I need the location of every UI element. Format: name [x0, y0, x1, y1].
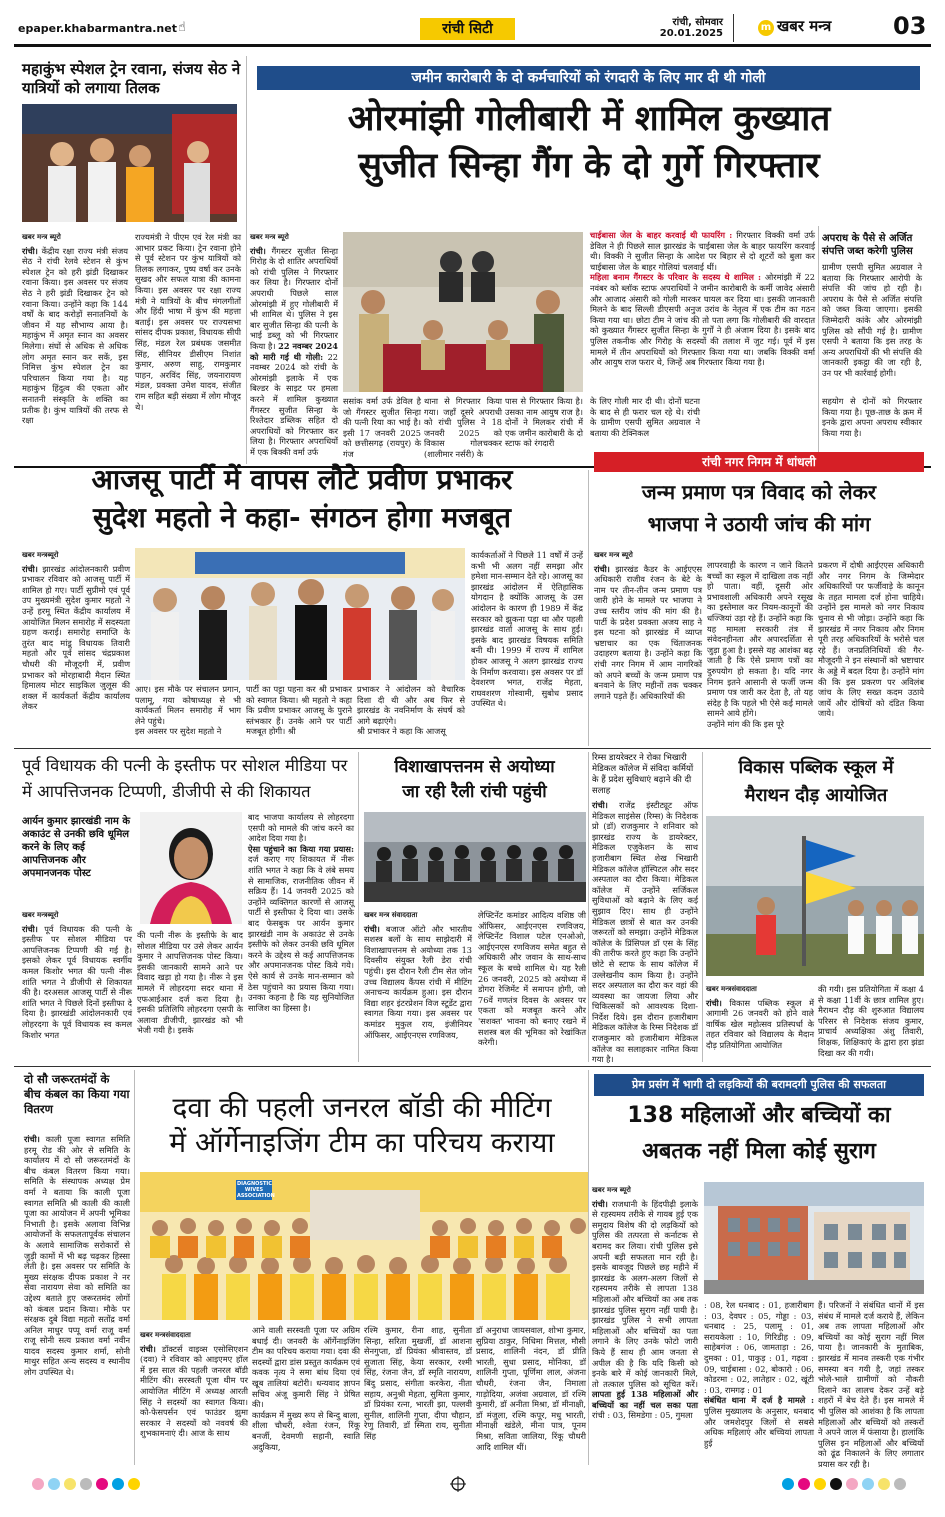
story8-col2 [818, 984, 924, 1062]
dateline-city: रांची, सोमवार [672, 17, 723, 28]
story6-text1: बजाज ऑटो और भारतीय सशस्त्र बलों के साथ साझेदारी में विशाखापत्तनम से अयोध्या तक 13 दिवसीय संयुक्त रैली डेरा रांची पहुंची। इस दौरान रैली टीम सेत जोन उच्च विद्यालय कैंपस रांची में मीटिंग अनाचन्य कार्यक्रम हुआ। इस दौरान विद्या शहर इंटरप्रेशन विज स्टूडेंट द्वारा स्वागत किया गया। इस अवसर पर कमांडर मुकुल राय, इंजीनियर ऑफिसर, आईएनएस रणविजय, [364, 923, 472, 1040]
story11-headline-line2: अबतक नहीं मिला कोई सुराग [642, 1139, 876, 1164]
story6-byline: खबर मन्त्र संवाददाता [364, 911, 418, 919]
story10-text3: रश्मि कुमार, रीना शाह, सुनीता सिन्हा, सरिता मुखर्जी, डॉ आशना सेनगुप्ता, डॉ प्रियंका श्रीवास्तव, डॉ सुजाता सिंह, केया सरकार, रश्मी सिंह, रंजना जैन, डॉ स्मृति नारायण, बिंदु प्रसाद, संगीता करकेरा, नीता सहाय, अनुश्री मेहता, सुमिता कुमार, डॉ प्रियंका रत्ना, भारती झा, पल्लवी सुनील, शालिनी गुप्ता, दीपा चौहान, रेणु तिवारी, डॉ स्मिता राय, सुनीता सिंह [364, 1325, 472, 1441]
story3-text3: पार्टी का पट्टा पहना कर श्री प्रभाकर को स्वागत किया। श्री महतो ने कहा कि प्रवीण प्रभाकर आजसू के पुराने स्तंभकार हैं। उनके आने पर पार्टी मजबूत होगी। श्री [246, 684, 352, 737]
story2-col2 [343, 396, 421, 464]
story7-col1 [592, 800, 698, 1065]
brand-name: खबर मन्त्र [777, 17, 832, 35]
story1-col1 [22, 232, 128, 464]
story2-box1-text: गिरफ्तार विक्की वर्मा उर्फ डेविल ने ही पिछले साल झारखंड के चाईबासा जेल के बाहर फायरिंग करवाई थी। विक्की ने सुजीत सिन्हा के आदेश पर बिहार से दो शूटरों को बुला कर चाईबासा जेल के बाहर गोलियां चलवाई थीं। [590, 230, 815, 272]
brand-m-icon: m [758, 20, 774, 36]
story1-headline: महाकुंभ स्पेशल ट्रेन रवाना, संजय सेठ ने यात्रियों को लगाया तिलक [22, 60, 241, 97]
story6-headline-line2: जा रही रैली रांची पहुंची [402, 782, 547, 802]
story3-headline-line1: आजसू पार्टी में वापस लौटे प्रवीण प्रभाकर [91, 463, 513, 496]
story2-subhead: 22 नवम्बर 2024 को मारी गई थी गोली: [250, 340, 338, 362]
website-url: epaper.khabarmantra.net [18, 22, 177, 35]
cursor-icon: ☝ [178, 20, 186, 35]
story3-text2b: इस अवसर पर सुदेश महतो ने [135, 726, 222, 737]
story2-text4: पास से गिरफ्तार किया है। उसका नाम आयुष राज है। दोनों ने मिलकर रांची में एक जमीन कारोबारी के दो स्टाफ को रंगदारी [505, 396, 583, 449]
page-number: 03 [893, 12, 927, 40]
column-rule [588, 470, 589, 746]
story2-text6: सहयोग से दोनों को गिरफ्तार किया गया है। पूछ-ताछ के क्रम में इनके द्वारा अपना अपराध स्वीकार किया गया है। [822, 396, 922, 438]
column-rule [818, 226, 819, 464]
story2-text5: के लिए गोली मार दी थी। दोनों घटना के बाद से ही फरार चल रहे थे। रांची के ग्रामीण एसपी सुमित अग्रवाल ने बताया की टेक्निकल [590, 396, 700, 438]
story2-side-headline: अपराध के पैसे से अर्जित संपत्ति जब्त करेगी पुलिस [822, 233, 913, 257]
story1-text2: राज्यमंत्री ने पीएम एवं रेल मंत्री का आभार प्रकट किया। ट्रेन रवाना होने से पूर्व स्टेशन पर कुंभ यात्रियों को तिलक लगाकर, पुष्प वर्षा कर उनके सुखद और सफल यात्रा की कामना किया। इस अवसर पर रक्षा राज्य मंत्री ने यात्रियों के बीच मंगलगीतों और हिंदी भाषा में कुंभ की महत्ता बताई। इस अवसर पर राज्यसभा सांसद दीपक प्रकाश, विधायक सीपी सिंह, मंडल रेल प्रबंधक जसमीत सिंह, सीनियर डीसीएम निशांत कुमार, अरुण साहू, रामकुमार पाहन, अरविंद सिंह, जयनारायण मंडल, प्रवक्ता उमेश यादव, संजीत राम सहित बड़ी संख्या में लोग मौजूद थे। [135, 232, 241, 412]
story3-col4 [357, 684, 465, 745]
story8-byline: खबर मन्त्रसंवाददाता [706, 985, 757, 993]
story10-lead: रांची। [140, 1343, 156, 1354]
story10-col1 [140, 1330, 248, 1465]
story1-byline: खबर मन्त्र ब्यूरो [22, 233, 61, 241]
story4-text2b: उन्होंने मांग की कि इस पूरे [707, 718, 784, 729]
story4-text2: लापरवाही के कारण न जाने कितने बच्चों का स्कूल में दाखिला तक नहीं हो पाता। वहीं, दूसरी ओर प्रभावशाली अधिकारी अपने रसूख का इस्तेमाल कर नियम-कानूनों की धज्जियां उड़ा रहे हैं। उन्होंने कहा कि यह मामला सरकारी तंत्र में संवेदनहीनता और अपारदर्शिता से जुड़ा हुआ है। इससे यह आशंका बढ़ जाती है कि ऐसे प्रमाण पत्रों का दुरुपयोग हो सकता है। यदि नगर निगम इतने आसानी से फर्जी जन्म प्रमाण पत्र जारी कर देता है, तो यह संदेह है कि पहले भी ऐसे कई मामले सामने आये होंगे। [707, 560, 813, 719]
story11-col3 [818, 1300, 924, 1469]
column-rule [246, 56, 247, 464]
story11-col2 [704, 1300, 814, 1465]
story4-col3 [818, 560, 924, 745]
story8-photo [706, 816, 924, 976]
story5-pullquote: आर्यन कुमार झारखंडी नाम के अकाउंट से उनकी छवि धूमिल करने के लिए कई आपत्तिजनक और अपमानजनक पोस्ट [22, 816, 130, 879]
story11-col1 [592, 1185, 698, 1465]
story3-text5: कार्यकर्ताओं ने पिछले 11 वर्षों में उन्हें कभी भी अलग नहीं समझा और हमेशा मान-सम्मान देते रहे। आजसू का झारखंड आंदोलन में ऐतिहासिक योगदान है क्योंकि आजसू के उस आंदोलन के कारण ही 1989 में केंद्र सरकार को झुकना पड़ा था और पहली झारखंड वार्ता आजसू के साथ हुई। इसके बाद झारखंड विषयक समिति बनी थी। 1999 में राज्य में शामिल होकर आजसू ने अलग झारखंड राज्य के निर्माण करवाया। इस अवसर पर डॉ देवशरण भगत, राजेंद्र मेहता, राघवशरण गोस्वामी, सुबोध प्रसाद उपस्थित थे। [471, 550, 584, 709]
story4-headline-line2: भाजपा ने उठायी जांच की मांग [647, 512, 871, 536]
story2-text3: थाना से गिरफ्तार किया गया। जहाँ दूसरे अपराधी को रांची पुलिस ने 18 जनवरी 2025 को विकास गोलचक्कर (शालीमार नर्सरी) के [424, 396, 502, 459]
story2-photo [343, 232, 583, 392]
story5-text2: की पत्नी नीरू के इस्तीफे के बाद सोशल मीडिया पर उसे लेकर आर्यन कुमार ने आपत्तिजनक पोस्ट किया। इसकी जानकारी सामने आने पर विवाद खड़ा हो गया है। नीरू ने इस मामले में लोहरदगा सदर थाना में एफआईआर दर्ज करा दिया है। इसकी प्रतिलिपि लोहरदगा एसपी के अलावा डीजीपी, झारखंड को भी भेजी गयी है। इसके [137, 930, 243, 1036]
story11-byline: खबर मन्त्र ब्यूरो [592, 1186, 631, 1194]
story4-banner: रांची नगर निगम में धांधली [594, 452, 924, 472]
story8-col1 [706, 984, 814, 1062]
story3-col2 [135, 684, 241, 745]
column-rule [588, 1070, 589, 1465]
section-rule [14, 748, 931, 749]
story7-text1: राजेंद्र इंस्टीट्यूट ऑफ मेडिकल साइंसेस (रिम्स) के निदेशक प्रो (डॉ) राजकुमार ने शनिवार को झारखंड राज्य के डायरेक्टर, मेडिकल एजुकेशन के साथ हजारीबाग स्थित शेख भिखारी मेडिकल कॉलेज हॉस्पिटल और सदर अस्पताल का दौरा किया। मेडिकल कॉलेज में उन्होंने सर्जिकल सुविधाओं को बढ़ाने के लिए कई सुझाव दिए। साथ ही उन्होंने मेडिकल छात्रों से बात कर उनकी जरूरतों को समझा। उन्होंने मेडिकल कॉलेज के प्रिंसिपल डॉ एस के सिंह की तारीफ करते हुए कहा कि उन्होंने छोटे से स्टाफ के साथ कॉलेज में उल्लेखनीय काम किया है। उन्होंने सदर अस्पताल का दौरा कर वहां की व्यवस्था का जायजा लिया और चिकित्सकों को आवश्यक दिशा-निर्देश दिये। इस दौरान हजारीबाग मेडिकल कॉलेज के रिम्स निदेशक डॉ राजकुमार को हजारीबाग मेडिकल कॉलेज का सलाहकार नामित किया गया है। [592, 800, 698, 1065]
story11-text1b: रांची : 03, सिमडेगा : 05, गुमला [592, 1410, 693, 1421]
story2-byline: खबर मन्त्र ब्यूरो [250, 233, 289, 241]
story3-col1 [22, 550, 130, 745]
story6-text2: लेफ्टिनेंट कमांडर आदित्य वशिष्ठ जी ऑफिसर, आईएनएस रणविजय, लेफ्टिनेंट विशाल पटेल एनओओ, आईएनएस रणविजय समेत बहुत से अधिकारी और जवान के साथ-साथ स्कूल के बच्चे शामिल थे। यह रैली 26 जनवरी, 2025 को अयोध्या में डोगरा रेजिमेंट में समापन होगी, जो 76वें गणतंत्र दिवस के अवसर पर एकता को मजबूत करने और 'सशक्त' भावना को बनाए रखने में सशस्त्र बल की भूमिका को रेखांकित करेगी। [478, 910, 586, 1048]
story9-text1: काली पूजा स्वागत समिति हरमू रोड की ओर से समिति के कार्यालय में दो सौ जरूरतमंदों के बीच कंबल वितरण किया गया। समिति के संस्थापक अध्यक्ष प्रेम वर्मा ने बताया कि काली पूजा स्वागत समिति श्री काली की काली पूजा का आयोजन में अपनी भूमिका निभाती है। इसके अलावा विभिन्न आयोजनों के सफलतापूर्वक संचालन के अलावे सामाजिक सरोकारों से जुड़ी कामों में भी बढ़ चढ़कर हिस्सा लेती है। इस अवसर पर समिति के मुख्य संरक्षक दीपक प्रकाश ने नर सेवा नारायण सेवा को समिति का उद्देश्य बताते हुए जरूरतमंद लोगों को कंबल प्रदान किया। मौके पर संरक्षक दुबे विद्या महतो सतोंद्र वर्मा अनिल माधुर पप्पू वर्मा राजू वर्मा राजू सोनी सत्य प्रकाश वर्मा नवीन यादव सदस्य कुमार शर्मा, सोनी माथुर सहित अन्य सदस्य व स्थानीय लोग उपस्थित थे। [24, 1134, 130, 1378]
story8-headline-line2: मैराथन दौड़ आयोजित [744, 785, 888, 806]
story2-side-body: ग्रामीण एसपी सुमित अग्रवाल ने बताया कि गिरफ्तार आरोपी के संपत्ति की जांच हो रही है। अपराध के पैसे से अर्जित संपत्ति को जब्त किया जाएगा। इसकी जिम्मेदारी कांके और ओरमांझी पुलिस को सौंपी गई है। ग्रामीण एसपी ने बताया कि इस तरह के अन्य अपराधियों की भी संपत्ति की जानकारी इकट्ठा की जा रही है, उन पर भी कार्रवाई होगी। [822, 262, 922, 378]
story2-box [590, 230, 815, 390]
story11-text3: हैं। परिजनों ने संबंधित थानों में इस संबंध में मामले दर्ज कराये हैं, लेकिन अब तक लापता महिलाओं और बच्चियों का कोई सुराग नहीं मिल पाया है। जानकारी के मुताबिक, झारखंड में मानव तस्करी एक गंभीर समस्या बन गयी है, जहां तस्कर भोले-भाले ग्रामीणों को नौकरी दिलाने का लालच देकर उन्हें बड़े शहरों में बेच देते हैं। इस मामले में भी पुलिस को आशंका है कि लापता महिलाओं और बच्चियों को तस्करों ने अपने जाल में फंसाया है। हालांकि पुलिस इन महिलाओं और बच्चियों को ढूंढ निकालने के लिए लगातार प्रयास कर रही है। [818, 1300, 924, 1469]
story2-box1-title: चाईबासा जेल के बाहर करवाई थी फायरिंग : [590, 230, 733, 240]
story10-col4 [476, 1325, 586, 1465]
story3-photo [135, 548, 465, 680]
story9-headline: दो सौ जरूरतमंदों के बीच कंबल का किया गया वितरण [24, 1072, 130, 1116]
story3-col5 [471, 550, 583, 745]
story4-lead: रांची। [594, 563, 610, 574]
story10-text2: आने वाली सरस्वती पूजा पर अग्रिम बधाई दी। जनवरी के ऑर्गेनाइजिंग टीम का परिचय कराया गया। दवा की सदस्यों द्वारा डांस प्रस्तुत कार्यक्रम एवं कवक नृत्य ने समा बांध दिया एवं खूब तालियां बटोरी। धन्यवाद ज्ञापन सचिव अंजू कुमारी सिंह ने प्रेषित की। [252, 1325, 360, 1410]
story6-photo [364, 812, 586, 902]
story10-col3 [364, 1325, 472, 1465]
story10-photo-banner: DIAGNOSTIC WIVES ASSOCIATION [237, 1181, 275, 1199]
story8-headline-line1: विकास पब्लिक स्कूल में [738, 757, 894, 778]
story2-kicker: जमीन कारोबारी के दो कर्मचारियों को रंगदारी के लिए मार दी थी गोली [257, 66, 920, 90]
story3-byline: खबर मन्त्रब्यूरो [22, 551, 59, 559]
story5-byline: खबर मन्त्रब्यूरो [22, 911, 59, 919]
column-rule [134, 1070, 135, 1465]
story3-text2: आए। इस मौके पर संचालन प्रगान, पलामू, गया कोषाध्यक्ष से भी कार्यकर्ता मिलन समारोह में भाग लेने पहुंचे। [135, 684, 241, 726]
story4-col1 [594, 550, 702, 745]
story2-col3 [424, 396, 502, 464]
story10-col2 [252, 1325, 360, 1465]
story9-col1 [24, 1134, 130, 1464]
story1-text1: केंद्रीय रक्षा राज्य मंत्री संजय सेठ ने रांची रेलवे स्टेशन से कुंभ स्पेशल ट्रेन को हरी झंडी दिखाकर रवाना किया। इस अवसर पर संजय सेठ ने हरी झंडी दिखाकर ट्रेन को रवाना किया। उन्होंने कहा कि 144 वर्षों के बाद करोड़ों सनातनियों के जीवन में यह सौभाग्य आया है। महाकुंभ में अमृत स्नान का अवसर मिलेगा। संघों से अधिक से अधिक लोग अमृत स्नान कर सकें, इस निमित्त कुंभ स्पेशल ट्रेन का परिचालन किया गया है। यह महाकुंभ हिंदुत्व की एकता और सनातनी संस्कृति के शक्ति का प्रतीक है। कुंभ यात्रियों की तरफ से रक्षा [22, 245, 128, 426]
story10-headline-line2: में ऑर्गेनाइजिंग टीम का परिचय कराया [169, 1126, 555, 1159]
story8-lead: रांची। [706, 997, 722, 1008]
story2-text1c: 22 नवम्बर 2024 को रांची के ओरमांझी इलाके में एक बिल्डर के साइट पर हमला करने में शामिल कुख्यात गैंगस्टर सुजीत सिन्हा के रिश्तेदार डब्लिक सहित दो अपराधियों को गिरफ्तार कर लिया है। गिरफ्तार अपराधियों में एक बिक्की वर्मा उर्फ [250, 351, 338, 457]
story10-text2b: कार्यक्रम में मुख्य रूप से बिन्दु बाला, शीला चौधरी, श्वेता रंजन, रिंकू बनर्जी, देवमणी सहानी, स्वाति अदुकिया, [252, 1409, 360, 1452]
story5-col3 [248, 812, 354, 1060]
story11-subhead1: लापता हुई 138 महिलाओं और बच्चियों का नहीं चल सका पता [592, 1389, 698, 1410]
story4-text1: झारखंड कैडर के आईएएस अधिकारी राजीव रंजन के बेटे के नाम पर तीन-तीन जन्म प्रमाण पत्र जारी होने के मामले पर भाजपा ने उच्च स्तरीय जांच की मांग की है। पार्टी के प्रदेश प्रवक्ता अजय साह ने इस घटना को झारखंड में व्याप्त भ्रष्टाचार का एक चिंताजनक उदाहरण बताया है। उन्होंने कहा कि रांची नगर निगम में आम नागरिकों को अपने बच्चों के जन्म प्रमाण पत्र बनवाने के लिए महीनों तक चक्कर लगाने पड़ते हैं। अधिकारियों की [594, 563, 702, 701]
story6-headline-line1: विशाखापत्तनम से अयोध्या [394, 757, 555, 777]
story5-col2 [137, 930, 243, 1060]
story2-lead: रांची। [250, 245, 266, 256]
story4-col2 [707, 560, 813, 745]
story3-text4b: श्री प्रभाकर ने कहा कि आजसू [357, 726, 446, 737]
story11-kicker: प्रेम प्रसंग में भागी दो लड़कियों की बरामदगी पुलिस की सफलता [594, 1074, 924, 1096]
story2-side-text [822, 262, 922, 378]
story2-text1: गैंगस्टर सुजीत सिन्हा गिरोह के दो शातिर अपराधियों को रांची पुलिस ने गिरफ्तार कर लिया है। गिरफ्तार दोनों अपराधी पिछले साल ओरमांझी में हुए गोलीबारी में भी शामिल थे। पुलिस ने इस बार सुजीत सिन्हा की पत्नी के भाई डब्लू को भी गिरफ्तार किया है। [250, 245, 338, 351]
story11-text1: राजधानी के हिंदपीढ़ी इलाके से रहस्यमय तरीके से गायब हुई एक समुदाय विशेष की दो लड़कियों को पुलिस की तत्परता से कर्नाटक से बरामद कर लिया। रांची पुलिस इसे अपनी बड़ी सफलता मान रही है। इसके बावजूद पिछले छह महीने में झारखंड के अलग-अलग जिलों से रहस्यमय तरीके से लापता 138 महिलाओं और बच्चियों का अब तक झारखंड पुलिस सुराग नहीं पायी है। झारखंड पुलिस ने सभी लापता महिलाओं और बच्चियों का पता लगाने के लिए उनके फोटो जारी किये हैं साथ ही आम जनता से अपील की है कि यदि किसी को इनके बारे में कोई जानकारी मिले, तो तत्काल पुलिस को सूचित करें। [592, 1198, 698, 1389]
story5-lead: रांची। [22, 923, 38, 934]
story1-lead: रांची। [22, 245, 38, 256]
story11-lead: रांची। [592, 1198, 608, 1209]
story5-photo [140, 812, 242, 924]
story10-text1: डॉक्टर्स वाइव्स एसोसिएशन (दवा) ने रविवार को आइएमए हॉल में इस साल की पहली जनरल बॉडी मीटिंग की। सरस्वती पूजा थीम पर आयोजित मीटिंग में अध्यक्ष आरती सिंह ने सदस्यों का स्वागत किया। को-फेसपर्सन एवं फाउंडर झुमा सरकार ने सदस्यों को नववर्ष की शुभकामनाएं दी। आज के साथ [140, 1343, 248, 1439]
registration-crosshair-icon [450, 1476, 466, 1492]
story4-byline: खबर मन्त्र ब्यूरो [594, 551, 633, 559]
story2-col1 [250, 232, 338, 464]
story11-headline-line1: 138 महिलाओं और बच्चियों का [627, 1103, 891, 1128]
story10-text4: डॉ अनुराधा जायसवाल, शोभा कुमार, सुप्रिया ठाकुर, निधिमा मित्तल, मौसी प्रसाद, शालिनी नंदन, डॉ प्रीति भारती, सुधा प्रसाद, मोनिका, डॉ शालिनी गुप्ता, पूर्णिमा लाल, अंजना चौधरी, रंजना जैन, निमाला गाड़ोदिया, अजंवा अग्रवाल, डॉ रश्मि कुमारी, डॉ अनीता मिश्रा, डॉ मीनाक्षी, डॉ मंजुला, रश्मि कपूर, मधु भारती, मीनाक्षी खंडेले, मीना पात्र, पूनम मिश्रा, सविता जालिया, रिंकू चौधरी आदि शामिल थीं। [476, 1325, 586, 1452]
story7-kicker: रिम्स डायरेक्टर ने रोका भिखारी मेडिकल कॉलेज में संविदा कर्मियों के हैं प्रदेश सुविधाएं बढ़ाने की दी सलाह [592, 753, 694, 796]
story5-headline-line2: में आपत्तिजनक टिप्पणी, डीजीपी से की शिकायत [22, 782, 311, 801]
story6-col2 [478, 910, 586, 1060]
story3-text4: प्रभाकर ने आंदोलन को वैचारिक दिशा दी थी और अब फिर से झारखंड के नवनिर्माण के संघर्ष को आगे बढ़ाएंगे। [357, 684, 465, 726]
column-rule [358, 752, 359, 1062]
story8-text2: की गयी। इस प्रतियोगिता में कक्षा 4 से कक्षा 11वीं के छात्र शामिल हुए। मैराथन दौड़ की शुरुआत विद्यालय परिसर से निदेशक संजय कुमार, प्राचार्य अध्यक्षिका अंशु तिवारी, शिक्षक, शिक्षिकाएं के द्वारा हरा झंडा दिखा कर की गयी। [818, 984, 924, 1058]
color-registration-strip-left [30, 1476, 150, 1492]
story8-text1: विकास पब्लिक स्कूल में आगामी 26 जनवरी को होने वाले वार्षिक खेल महोत्सव प्रतिस्पर्धा के तहत रविवार को विद्यालय के मैदान दौड़ प्रतियोगिता आयोजित [706, 997, 814, 1050]
dateline-date: 20.01.2025 [659, 28, 723, 39]
story10-photo [140, 1172, 588, 1320]
story11-text2: : 08, रेल धनबाद : 01, हजारीबाग : 03, देवघर : 05, गोड्डा : 03, धनबाद : 25, पलामू : 01, सरायकेला : 10, गिरिडीह : 09, साहेबगंज : 06, जामताड़ा : 26, दुमका : 01, पाकुड़ : 01, गढ़वा : 09, चाईबासा : 02, बोकारो : 06, कोडरमा : 02, लातेहार : 02, खूंटी : 03, रामगढ़ : 01 [704, 1300, 814, 1395]
story1-photo [22, 104, 237, 222]
story5-text3b: दर्ज कराए गए शिकायत में नीरू शांति भगत ने कहा कि वे लंबे समय से सामाजिक, राजनीतिक जीवन में सक्रिय हैं। 14 जनवरी 2025 को उन्होंने व्यक्तिगत कारणों से आजसू पार्टी से इस्तीफा दे दिया था। उसके बाद फेसबुक पर आर्यन कुमार झारखंडी नाम के अकाउंट से उनके इस्तीफे को लेकर उनकी छवि धूमिल करने के उद्देश्य से कई आपत्तिजनक और अपमानजनक पोस्ट किये गये। ऐसे कार्य से उनके मान-सम्मान को ठेस पहुंचाने का प्रयास किया गया। उनका कहना है कि यह सुनियोजित साजिश का हिस्सा है। [248, 854, 354, 1013]
story2-box2-title: महिला बनाम गैंगस्टर के परिवार के सदस्य थे शामिल : [590, 272, 762, 283]
column-rule [702, 752, 703, 1062]
story2-headline-line1: ओरमांझी गोलीबारी में शामिल कुख्यात [347, 99, 831, 139]
story2-box2-text: ओरमांझी में 22 नवंबर को ब्लॉक स्टाफ अपराधियों ने जमीन कारोबारी के कर्मी जावेद अंसारी और आजाद अंसारी को गोली मारकर घायल कर दिया था। इसकी जानकारी मिलने के बाद सिल्ली डीएसपी अनुज उरांव के नेतृत्व में एक टीम का गठन किया गया था। छोटा टीम ने जांच की तो पता लगा कि गोलीबारी की वारदात को कुख्यात गैंगस्टर सुजीत सिन्हा के गुर्गों ने ही अंजाम दिया है। इसके बाद पुलिस तकनीक और गिरोह के सदस्यों की तलाश में जुट गई। पूर्व में इस मामले में तीन अपराधियों को गिरफ्तार किया गया था। जबकि विक्की वर्मा और आयुष राज फरार थे, जिन्हें अब गिरफ्तार किया गया है। [590, 272, 815, 368]
story3-text1: झारखंड आंदोलनकारी प्रवीण प्रभाकर रविवार को आजसू पार्टी में शामिल हो गए। पार्टी सुप्रीमो एवं पूर्व उप मुख्यमंत्री सुदेश कुमार महतो ने उन्हें हरमू स्थित केंद्रीय कार्यालय में आयोजित मिलन समारोह में सदस्यता ग्रहण कराई। समारोह समाप्ति के तुरंत बाद मांडू विधायक तिवारी महतो और पूर्व सांसद चंद्रप्रकाश चौधरी की मौजूदगी में, प्रवीण प्रभाकर को मोरहाबादी मैदान स्थित हिमालय मोटर साइकिल जुलूस की शक्ल में कार्यकर्ता केंद्रीय कार्यालय लेकर [22, 563, 130, 712]
column-rule [588, 752, 589, 1062]
story4-headline-line1: जन्म प्रमाण पत्र विवाद को लेकर [641, 480, 877, 504]
story4-text3: प्रकरण में दोषी आईएएस अधिकारी और नगर निगम के जिम्मेदार अधिकारियों पर फर्जीवाड़े के कानून के तहत मामला दर्ज होना चाहिये। उन्होंने इस मामले को नगर निकाय चुनाव से भी जोड़ा। उन्होंने कहा कि झारखंड में नगर निकाय और निगम पूरी तरह अधिकारियों के भरोसे चल रहे हैं। जनप्रतिनिधियों की गैर-मौजूदगी ने इन संस्थानों को भ्रष्टाचार के अड्डे में बदल दिया है। उन्होंने मांग की कि इस प्रकरण पर अविलंब जांच के लिए सख्त कदम उठाये जायें और दोषियों को दंडित किया जाये। [818, 560, 924, 719]
story5-subhead: ऐसा पहुंचाने का किया गया प्रयास: [248, 843, 354, 854]
story5-text1: पूर्व विधायक की पत्नी के इस्तीफ पर सोशल मीडिया पर आपत्तिजनक टिप्पणी की गई है। इसको लेकर पूर्व विधायक स्वर्गीय कमल किशोर भगत की पत्नी नीरू शांति भगत ने डीजीपी से शिकायत की है। दरअसल आजसू पार्टी से नीरू शांति भगत ने पिछले दिनों इस्तीफा दे दिया है। झारखंडी आंदोलनकारी एवं लोहरदगा के पूर्व विधायक स्व कमल किशोर भगत [22, 923, 132, 1040]
story2-headline-line2: सुजीत सिन्हा गैंग के दो गुर्गे गिरफ्तार [358, 146, 820, 186]
story10-byline: खबर मन्त्रसंवाददाता [140, 1331, 191, 1339]
story5-col1 [22, 910, 132, 1060]
brand-logo [758, 16, 831, 36]
header-divider [733, 14, 734, 42]
story9-lead: रांची। [24, 1134, 40, 1144]
story6-lead: रांची। [364, 923, 380, 934]
story3-col3 [246, 684, 352, 745]
story11-text2b: पुलिस मुख्यालय के अनुसार, धनबाद और जमशेदपुर जिलों से सबसे अधिक महिलाएं और बच्चियां लापता हुई [704, 1405, 814, 1448]
header-rule [14, 44, 931, 47]
story6-col1 [364, 910, 472, 1060]
story10-headline-line1: दवा की पहली जनरल बॉडी की मीटिंग [172, 1091, 552, 1124]
story11-subhead2: संबंधित थाना में दर्ज है मामले : [704, 1395, 814, 1406]
story3-headline-line2: सुदेश महतो ने कहा- संगठन होगा मजबूत [92, 501, 512, 534]
story2-text2: ससांक वर्मा उर्फ डेविल है जो गैंगस्टर सुजीत सिन्हा की पत्नी रिया का भाई है। इसी 17 जनवरी 2025 को छत्तीसगढ़ (रायपुर) के गंज [343, 396, 421, 459]
story5-text3: बाद भाजपा कार्यालय से लोहरदगा एसपी को मामले की जांच करने का आदेश दिया गया है। [248, 812, 354, 844]
section-name: रांची सिटी [420, 18, 515, 40]
section-rule [14, 1066, 931, 1067]
story2-col4 [505, 396, 583, 464]
story7-lead: रांची। [592, 800, 608, 810]
story3-lead: रांची। [22, 563, 38, 574]
story11-photo [704, 1182, 924, 1294]
color-registration-strip-right [780, 1476, 920, 1492]
story5-headline-line1: पूर्व विधायक की पत्नी के इस्तीफ पर सोशल मीडिया पर [22, 756, 348, 775]
story1-col2 [135, 232, 241, 464]
